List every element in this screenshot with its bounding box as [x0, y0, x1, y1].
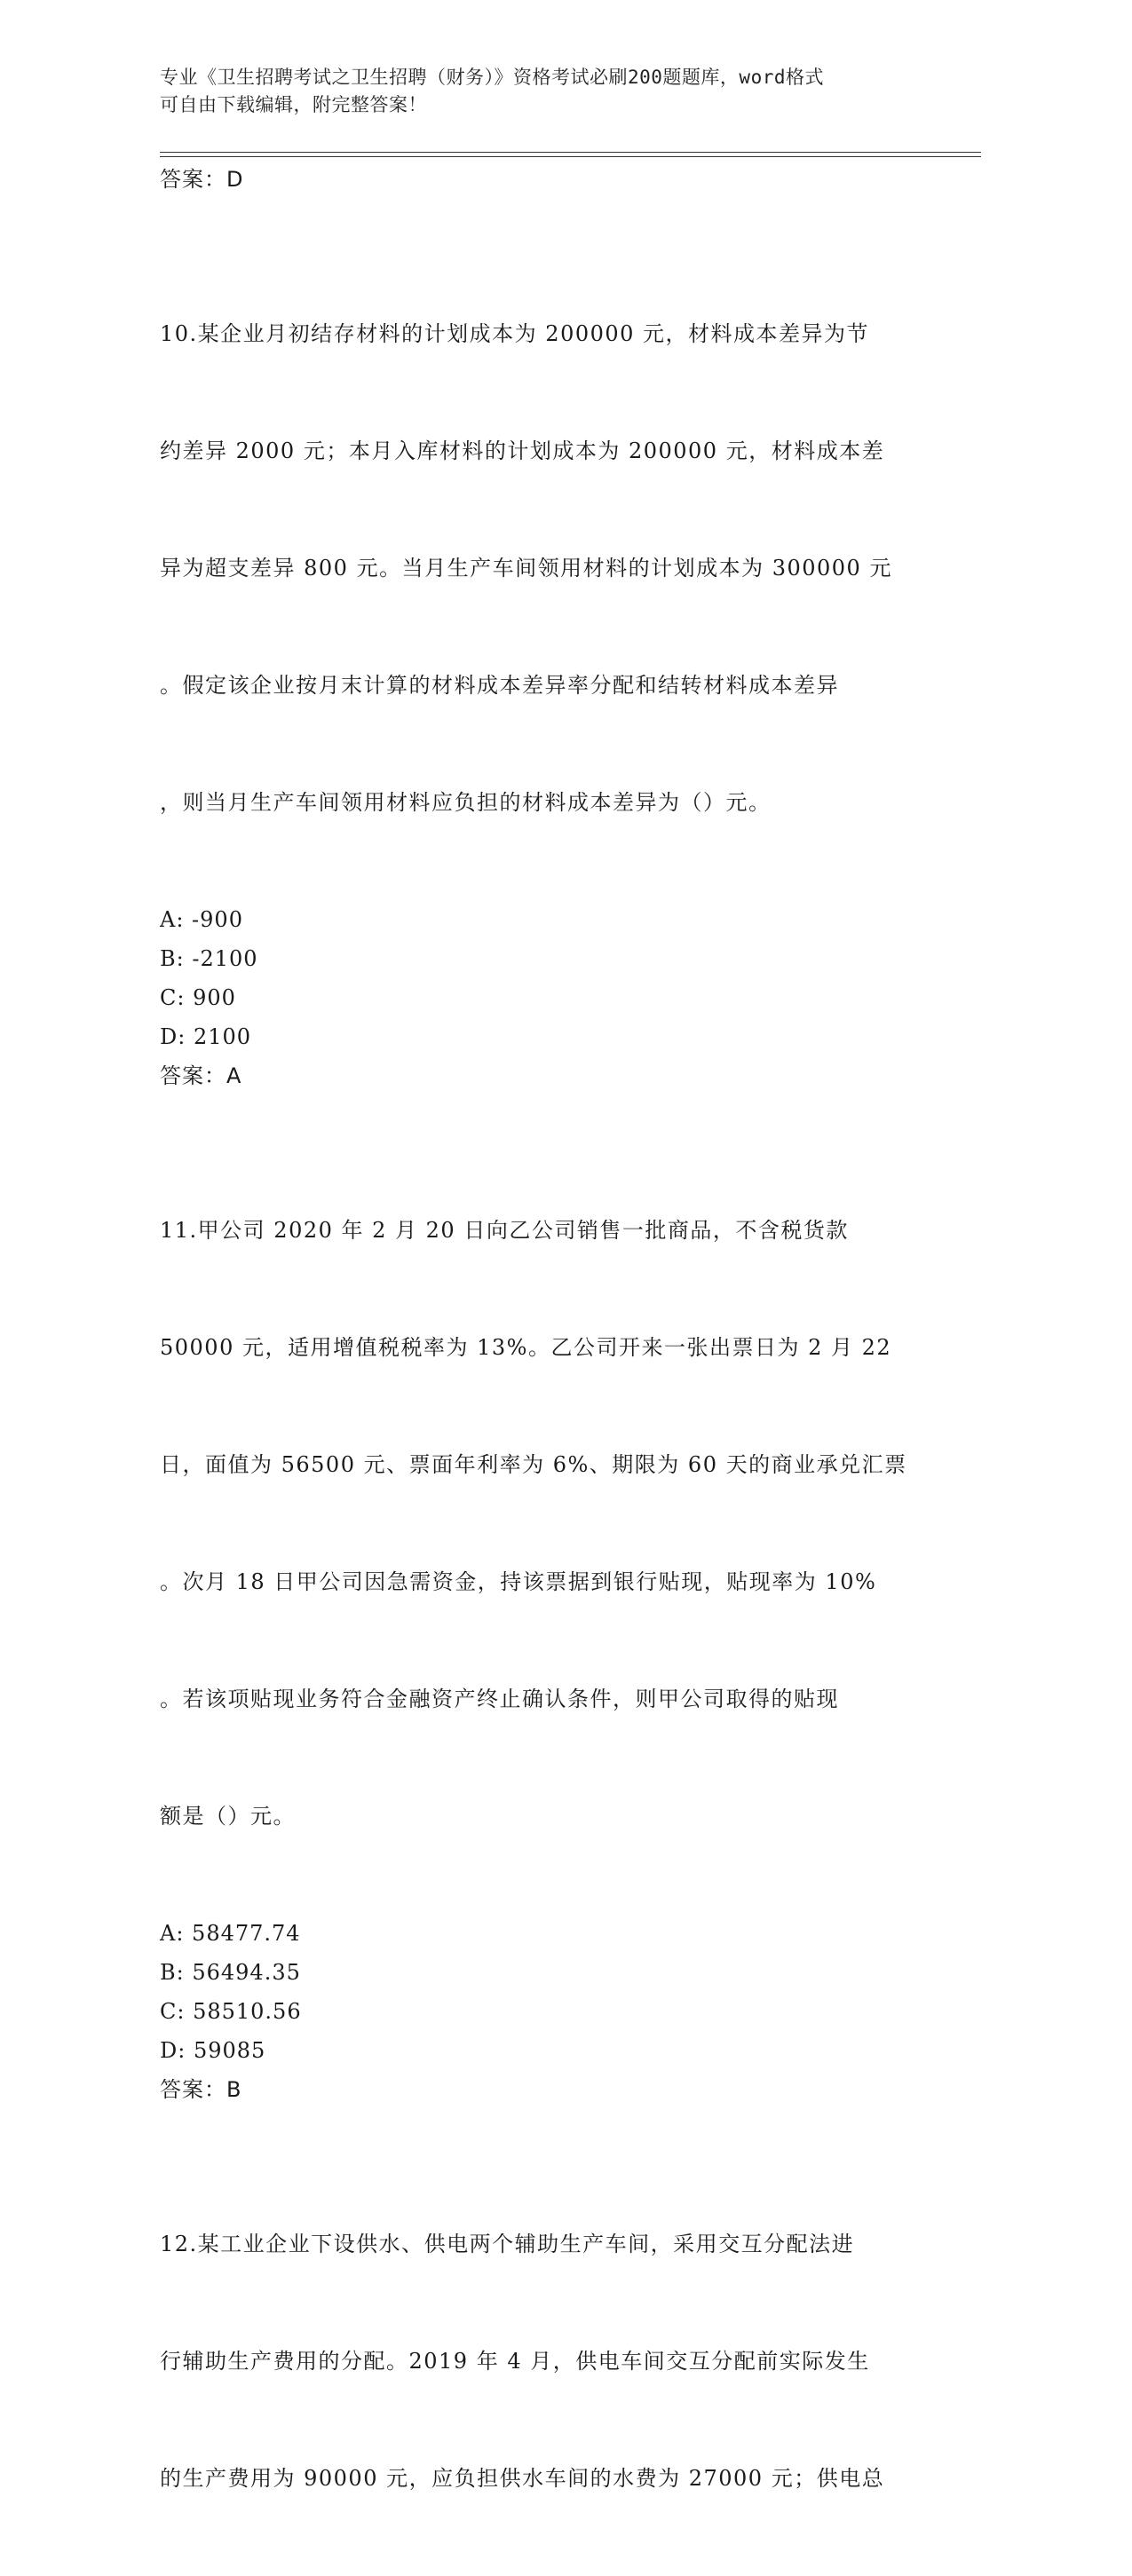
question-line: 的生产费用为 90000 元，应负担供水车间的水费为 27000 元；供电总: [160, 2466, 885, 2491]
document-body: [160, 160, 923, 2576]
page-header: [160, 64, 941, 119]
answer-10: 答案：A: [160, 1063, 242, 1088]
question-line: 50000 元，适用增值税税率为 13%。乙公司开来一张出票日为 2 月 22: [160, 1335, 892, 1360]
spacer: [160, 1095, 923, 1133]
option-b: B: 56494.35: [160, 1960, 301, 1985]
option-d: D: 59085: [160, 2038, 266, 2063]
option-d: D: 2100: [160, 1024, 252, 1049]
answer-previous: 答案：D: [160, 167, 244, 192]
question-line: 额是（）元。: [160, 1804, 296, 1829]
spacer: [160, 199, 923, 236]
question-12: [160, 2146, 923, 2576]
question-line: 约差异 2000 元；本月入库材料的计划成本为 200000 元，材料成本差: [160, 439, 885, 463]
header-divider: [160, 152, 981, 153]
question-line: 。次月 18 日甲公司因急需资金，持该票据到银行贴现，贴现率为 10%: [160, 1569, 877, 1594]
question-line: 异为超支差异 800 元。当月生产车间领用材料的计划成本为 300000 元: [160, 556, 892, 581]
option-c: C: 58510.56: [160, 1999, 302, 2024]
question-line: 11.甲公司 2020 年 2 月 20 日向乙公司销售一批商品，不含税货款: [160, 1218, 849, 1243]
option-b: B: -2100: [160, 946, 258, 971]
question-line: 12.某工业企业下设供水、供电两个辅助生产车间，采用交互分配法进: [160, 2232, 855, 2256]
question-line: 。若该项贴现业务符合金融资产终止确认条件，则甲公司取得的贴现: [160, 1687, 839, 1711]
question-line: 日，面值为 56500 元、票面年利率为 6%、期限为 60 天的商业承兑汇票: [160, 1452, 907, 1477]
question-line: ，则当月生产车间领用材料应负担的材料成本差异为（）元。: [160, 790, 772, 815]
question-line: 。假定该企业按月末计算的材料成本差异率分配和结转材料成本差异: [160, 673, 839, 698]
question-line: 行辅助生产费用的分配。2019 年 4 月，供电车间交互分配前实际发生: [160, 2349, 870, 2374]
answer-11: 答案：B: [160, 2077, 242, 2102]
header-title-line-1: 专业《卫生招聘考试之卫生招聘（财务）》资格考试必刷200题题库，word格式: [160, 67, 824, 88]
question-11: [160, 1133, 923, 1914]
question-line: 10.某企业月初结存材料的计划成本为 200000 元，材料成本差异为节: [160, 321, 870, 346]
option-a: A: -900: [160, 907, 243, 932]
option-a: A: 58477.74: [160, 1921, 301, 1946]
header-title-line-2: 可自由下载编辑，附完整答案！: [160, 94, 427, 115]
question-10: [160, 236, 923, 900]
spacer: [160, 2109, 923, 2146]
header-divider-double: [160, 156, 981, 157]
option-c: C: 900: [160, 985, 236, 1010]
